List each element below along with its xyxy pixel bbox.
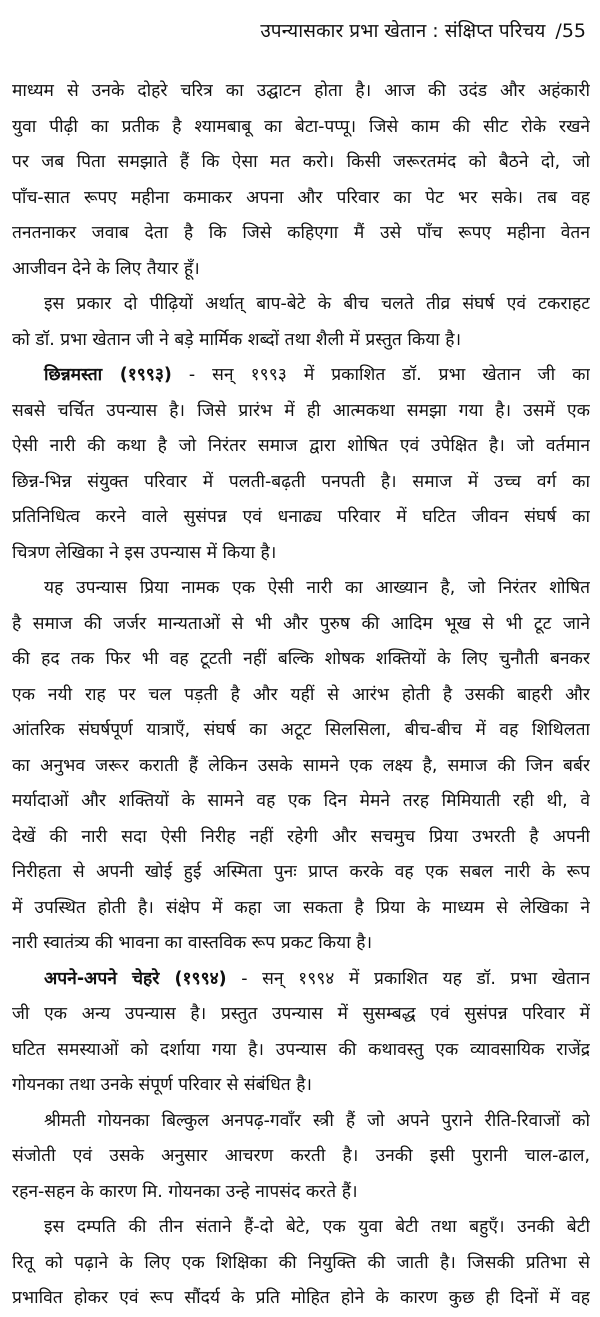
running-header <box>260 18 586 44</box>
text-line: की हद तक फिर भी वह टूटती नहीं बल्कि शोषक शक्तियों के लिए चुनौती बनकर <box>12 649 590 669</box>
text-line: जी एक अन्य उपन्यास है। प्रस्तुत उपन्यास में सुसम्बद्ध एवं सुसंपन्न परिवार में <box>12 1004 590 1024</box>
novel-heading: छिन्नमस्ता (१९९३) <box>44 365 172 385</box>
text-line: नारी स्वातंत्र्य की भावना का वास्तविक रूप प्रकट किया है। <box>12 933 373 953</box>
text-line: तनतनाकर जवाब देता है कि जिसे कहिएगा मैं उसे पाँच रूपए महीना वेतन <box>12 223 590 243</box>
body-text <box>12 74 590 1317</box>
text-line: ऐसी नारी की कथा है जो निरंतर समाज द्वारा शोषित एवं उपेक्षित है। जो वर्तमान <box>12 436 590 456</box>
text-line: माध्यम से उनके दोहरे चरित्र का उद्घाटन होता है। आज की उदंड और अहंकारी <box>12 81 590 101</box>
text-line: आंतरिक संघर्षपूर्ण यात्राएँ, संघर्ष का अटूट सिलसिला, बीच-बीच में वह शिथिलता <box>12 720 590 740</box>
text-line: रहन-सहन के कारण मि. गोयनका उन्हे नापसंद करते हैं। <box>12 1181 358 1202</box>
text-line: अपने-अपने चेहरे (१९९४) - सन् १९९४ में प्रकाशित यह डॉ. प्रभा खेतान <box>44 968 590 989</box>
text-line: रितू को पढ़ाने के लिए एक शिक्षिका की नियुक्ति की जाती है। जिसकी प्रतिभा से <box>12 1252 590 1273</box>
text-line: प्रभावित होकर एवं रूप सौंदर्य के प्रति मोहित होने के कारण कुछ ही दिनों में वह <box>12 1288 590 1308</box>
text-line: संजोती एवं उसके अनुसार आचरण करती है। उनकी इसी पुरानी चाल-ढाल, <box>12 1146 590 1166</box>
text-line: मर्यादाओं और शक्तियों के सामने वह एक दिन मेमने तरह मिमियाती रही थी, वे <box>12 791 590 811</box>
text-line: पाँच-सात रूपए महीना कमाकर अपना और परिवार का पेट भर सके। तब वह <box>12 187 590 208</box>
text-line: को डॉ. प्रभा खेतान जी ने बड़े मार्मिक शब्दों तथा शैली में प्रस्तुत किया है। <box>12 329 462 350</box>
chapter-title: उपन्यासकार प्रभा खेतान : संक्षिप्त परिचय <box>260 20 546 42</box>
text-line: पर जब पिता समझाते हैं कि ऐसा मत करो। किसी जरूरतमंद को बैठने दो, जो <box>12 152 590 172</box>
text-line: छिन्नमस्ता (१९९३) - सन् १९९३ में प्रकाशित डॉ. प्रभा खेतान जी का <box>44 365 590 385</box>
text-line: में उपस्थित होती है। संक्षेप में कहा जा सकता है प्रिया के माध्यम से लेखिका ने <box>12 897 590 918</box>
text-line: युवा पीढ़ी का प्रतीक है श्यामबाबू का बेटा-पप्पू। जिसे काम की सीट रोके रखने <box>12 116 590 137</box>
page-number: /55 <box>555 20 586 42</box>
text-line: निरीहता से अपनी खोई हुई अस्मिता पुनः प्राप्त करके वह एक सबल नारी के रूप <box>12 862 590 882</box>
novel-heading: अपने-अपने चेहरे (१९९४) <box>44 968 227 989</box>
text-line: प्रतिनिधित्व करने वाले सुसंपन्न एवं धनाढ्य परिवार में घटित जीवन संघर्ष का <box>12 507 590 527</box>
text-line: सबसे चर्चित उपन्यास है। जिसे प्रारंभ में ही आत्मकथा समझा गया है। उसमें एक <box>12 400 590 421</box>
text-line: छिन्न-भिन्न संयुक्त परिवार में पलती-बढ़ती पनपती है। समाज में उच्च वर्ग का <box>12 471 590 492</box>
text-line: घटित समस्याओं को दर्शाया गया है। उपन्यास की कथावस्तु एक व्यावसायिक राजेंद्र <box>12 1039 590 1060</box>
text-line: गोयनका तथा उनके संपूर्ण परिवार से संबंधित है। <box>12 1075 313 1095</box>
text-line: का अनुभव जरूर कराती हैं लेकिन उसके सामने एक लक्ष्य है, समाज की जिन बर्बर <box>12 755 590 776</box>
text-line: आजीवन देने के लिए तैयार हूँ। <box>12 258 200 279</box>
text-line: चित्रण लेखिका ने इस उपन्यास में किया है। <box>12 542 277 563</box>
text-line: इस प्रकार दो पीढ़ियों अर्थात् बाप-बेटे के बीच चलते तीव्र संघर्ष एवं टकराहट <box>44 294 590 314</box>
text-line: श्रीमती गोयनका बिल्कुल अनपढ़-गवाँर स्त्री हैं जो अपने पुराने रीति-रिवाजों को <box>44 1110 590 1131</box>
text-line: यह उपन्यास प्रिया नामक एक ऐसी नारी का आख्यान है, जो निरंतर शोषित <box>44 578 590 598</box>
text-line: एक नयी राह पर चल पड़ती है और यहीं से आरंभ होती है उसकी बाहरी और <box>12 684 590 705</box>
text-line: है समाज की जर्जर मान्यताओं से भी और पुरुष की आदिम भूख से भी टूट जाने <box>12 613 590 634</box>
text-line: इस दम्पति की तीन संताने हैं-दो बेटे, एक युवा बेटी तथा बहुएँ। उनकी बेटी <box>44 1217 590 1237</box>
text-line: देखें की नारी सदा ऐसी निरीह नहीं रहेगी और सचमुच प्रिया उभरती है अपनी <box>12 826 590 847</box>
